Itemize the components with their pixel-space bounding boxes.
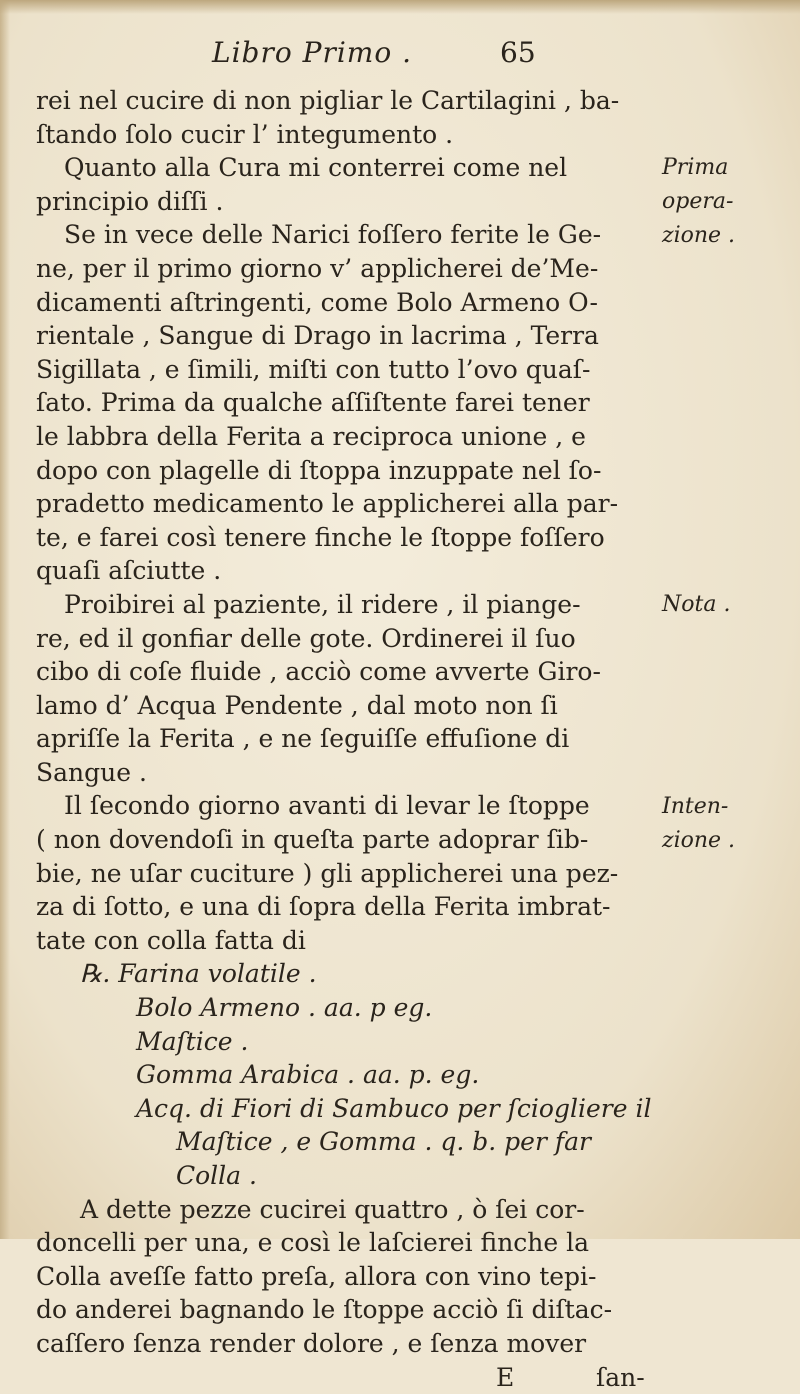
margin-note: Prima — [662, 155, 729, 180]
text-line: rei nel cucire di non pigliar le Cartilagini , ba- — [36, 86, 620, 115]
footer-line — [36, 1361, 645, 1394]
text-line: dopo con plagelle di ſtoppa inzuppate nel ſo- — [36, 455, 602, 485]
text-line: tate con colla fatta di — [36, 925, 306, 955]
text-line: lamo d’ Acqua Pendente , dal moto non ſi — [36, 690, 558, 720]
margin-note: Nota . — [662, 592, 731, 617]
margin-note: Inten- — [662, 794, 729, 819]
recipe-continuation: Maſtice , e Gomma . q. b. per far — [176, 1127, 591, 1157]
text-line: Colla aveſſe fatto preſa, allora con vino tepi- — [36, 1261, 597, 1291]
text-line: apriſſe la Ferita , e ne ſeguiſſe effuſione di — [36, 724, 570, 754]
text-line: ſtando ſolo cucir l’ integumento . — [36, 119, 454, 149]
text-line: ne, per il primo giorno v’ applicherei de’Me- — [36, 253, 599, 283]
recipe-item: Acq. di Fiori di Sambuco per ſciogliere il — [136, 1093, 652, 1123]
text-line: principio diſſi . — [36, 186, 224, 216]
text-line: le labbra della Ferita a reciproca unione , e — [36, 421, 586, 451]
text-line: Se in vece delle Narici foſſero ferite le Ge- — [64, 220, 602, 250]
recipe-item: Maſtice . — [136, 1026, 249, 1056]
catchword: ſan- — [596, 1362, 645, 1392]
margin-note: opera- — [662, 189, 734, 214]
page-edge-shadow — [0, 0, 10, 1239]
text-line: pradetto medicamento le applicherei alla par- — [36, 489, 619, 519]
page-number: 65 — [500, 36, 536, 69]
text-line: doncelli per una, e così le laſcierei finche la — [36, 1228, 590, 1258]
page-top-shadow — [0, 0, 800, 14]
text-line: quaſi aſciutte . — [36, 556, 222, 586]
recipe-heading: ℞. Farina volatile . — [80, 959, 317, 989]
recipe-continuation: Colla . — [176, 1161, 257, 1190]
margin-note: zione . — [662, 828, 736, 853]
running-title: Libro Primo . — [212, 36, 413, 69]
text-line: dicamenti aſtringenti, come Bolo Armeno O- — [36, 287, 598, 317]
text-line: bie, ne uſar cuciture ) gli applicherei una pez- — [36, 858, 619, 888]
text-line: Proibirei al paziente, il ridere , il piange- — [64, 589, 581, 619]
text-line: Sigillata , e ſimili, miſti con tutto l’ovo quaſ- — [36, 354, 591, 384]
body-text — [36, 84, 652, 1394]
recipe-item: Bolo Armeno . aa. p eg. — [136, 993, 433, 1023]
recipe-item: Gomma Arabica . aa. p. eg. — [136, 1060, 480, 1090]
text-line: te, e farei così tenere finche le ſtoppe foſſero — [36, 522, 605, 552]
text-line: do anderei bagnando le ſtoppe acciò ſi diſtac- — [36, 1295, 613, 1325]
text-line: re, ed il gonfiar delle gote. Ordinerei il ſuo — [36, 623, 576, 653]
text-line: Il ſecondo giorno avanti di levar le ſtoppe — [64, 791, 590, 821]
text-line: caſſero ſenza render dolore , e ſenza mover — [36, 1328, 587, 1358]
text-line: Sangue . — [36, 757, 147, 787]
text-line: ſato. Prima da qualche aſſiſtente farei tener — [36, 388, 590, 418]
text-line: za di ſotto, e una di ſopra della Ferita imbrat- — [36, 892, 611, 922]
text-line: Quanto alla Cura mi conterrei come nel — [64, 153, 568, 183]
signature-mark: E — [496, 1362, 515, 1392]
text-line: ( non dovendoſi in queſta parte adoprar ſib- — [36, 825, 589, 855]
page-header — [0, 36, 800, 76]
margin-note: zione . — [662, 223, 736, 248]
text-line: cibo di coſe fluide , acciò come avverte Giro- — [36, 657, 601, 687]
text-line: rientale , Sangue di Drago in lacrima , Terra — [36, 321, 599, 351]
text-line: A dette pezze cucirei quattro , ò ſei cor- — [80, 1194, 585, 1224]
